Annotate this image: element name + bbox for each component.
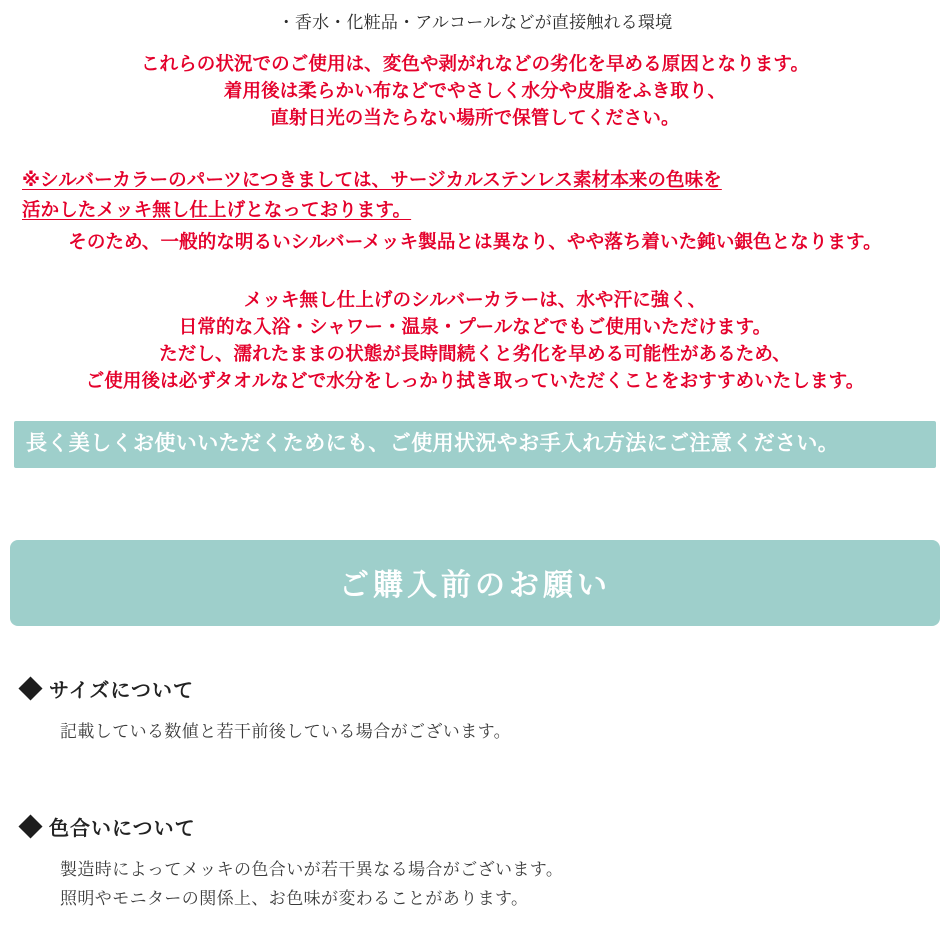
description-line-4: ご使用後は必ずタオルなどで水分をしっかり拭き取っていただくことをおすすめいたします。 <box>85 369 865 391</box>
notice-list <box>0 674 950 914</box>
top-note-text: ・香水・化粧品・アルコールなどが直接触れる環境 <box>277 13 673 32</box>
description-block <box>14 287 936 394</box>
section-header-banner: ご購入前のお願い <box>10 540 940 626</box>
diamond-icon <box>18 676 42 700</box>
item-body-size <box>22 717 928 746</box>
description-line-3: ただし、濡れたままの状態が長時間続くと劣化を早める可能性があるため、 <box>159 342 791 364</box>
item-title-color <box>22 812 928 841</box>
silver-note-line-3: そのため、一般的な明るいシルバーメッキ製品とは異なり、やや落ち着いた鈍い銀色となります。 <box>68 231 882 253</box>
highlight-banner: 長く美しくお使いいただくためにも、ご使用状況やお手入れ方法にご注意ください。 <box>14 421 936 468</box>
item-body-color <box>22 855 928 913</box>
list-item <box>22 674 928 746</box>
warning-line-3: 直射日光の当たらない場所で保管してください。 <box>270 106 680 128</box>
list-item <box>22 812 928 913</box>
item-body-line: 製造時によってメッキの色合いが若干異なる場合がございます。 <box>60 860 564 880</box>
item-title-size <box>22 674 928 703</box>
silver-note-line-2: 活かしたメッキ無し仕上げとなっております。 <box>22 199 412 221</box>
silver-note-line-1: ※シルバーカラーのパーツにつきましては、サージカルステンレス素材本来の色味を <box>22 169 722 191</box>
silver-color-note <box>14 165 936 257</box>
item-title-label: サイズについて <box>49 679 194 702</box>
warning-line-2: 着用後は柔らかい布などでやさしく水分や皮脂をふき取り、 <box>223 79 727 101</box>
diamond-icon <box>18 814 42 838</box>
warning-block <box>14 51 936 131</box>
warning-line-1: これらの状況でのご使用は、変色や剥がれなどの劣化を早める原因となります。 <box>140 53 810 74</box>
description-line-1: メッキ無し仕上げのシルバーカラーは、水や汗に強く、 <box>243 289 707 311</box>
item-body-line: 照明やモニターの関係上、お色味が変わることがあります。 <box>60 889 529 909</box>
description-line-2: 日常的な入浴・シャワー・温泉・プールなどでもご使用いただけます。 <box>178 316 772 338</box>
item-body-line: 記載している数値と若干前後している場合がございます。 <box>60 721 512 741</box>
item-title-label: 色合いについて <box>49 818 196 841</box>
